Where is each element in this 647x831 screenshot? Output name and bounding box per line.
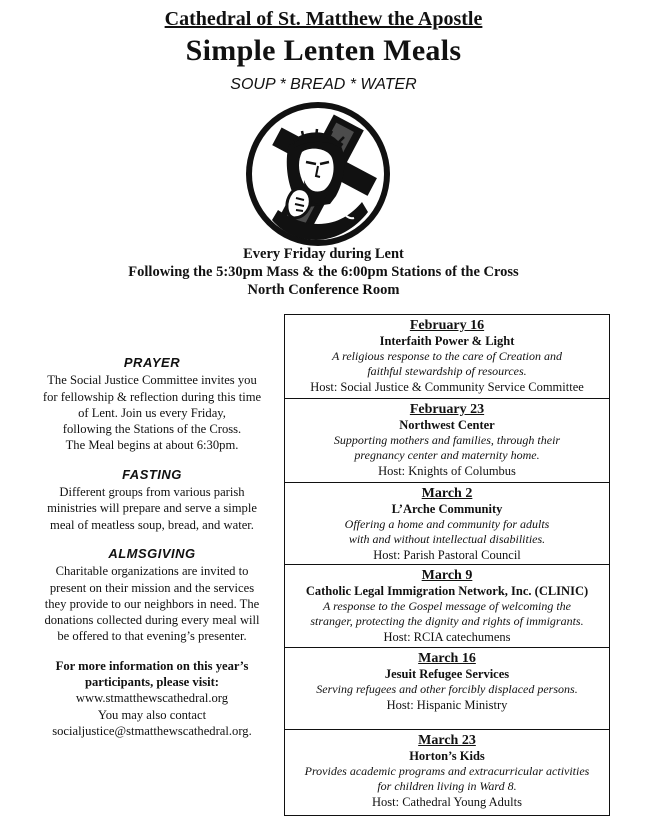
prayer-heading: PRAYER xyxy=(123,355,181,370)
event-card xyxy=(284,648,610,730)
event-card xyxy=(284,730,610,816)
event-card xyxy=(284,565,610,648)
event-description: stranger, protecting the dignity and rights of immigrants. xyxy=(310,614,584,628)
left-column xyxy=(28,355,276,739)
flyer-subtitle: SOUP * BREAD * WATER xyxy=(230,76,417,93)
flyer-title: Simple Lenten Meals xyxy=(185,34,462,67)
info-heading: participants, please visit: xyxy=(85,675,219,690)
organization-title: Cathedral of St. Matthew the Apostle xyxy=(164,8,483,30)
event-description: for children living in Ward 8. xyxy=(377,779,517,793)
schedule-time: Following the 5:30pm Mass & the 6:00pm Stations of the Cross xyxy=(128,264,519,280)
email-link[interactable]: socialjustice@stmatthewscathedral.org. xyxy=(52,723,252,738)
event-date: March 2 xyxy=(421,486,473,501)
fasting-heading: FASTING xyxy=(122,466,182,482)
contact-line: You may also contact xyxy=(97,707,207,722)
event-host: Host: RCIA catechumens xyxy=(383,630,511,644)
schedule-day: Every Friday during Lent xyxy=(243,246,404,262)
event-name: Jesuit Refugee Services xyxy=(384,667,510,681)
text-line: Different groups from various parish xyxy=(59,485,245,500)
event-host: Host: Cathedral Young Adults xyxy=(371,795,522,809)
text-line: meal of meatless soup, bread, and water. xyxy=(50,517,254,532)
event-name: Catholic Legal Immigration Network, Inc. (CLINIC) xyxy=(305,584,589,598)
text-line: The Social Justice Committee invites you xyxy=(47,373,257,388)
fasting-text xyxy=(28,484,276,533)
schedule-location: North Conference Room xyxy=(247,282,400,298)
almsgiving-text xyxy=(28,563,276,644)
event-name: Northwest Center xyxy=(399,418,495,432)
event-description: Offering a home and community for adults xyxy=(344,517,550,531)
almsgiving-heading: ALMSGIVING xyxy=(108,545,196,561)
text-line: The Meal begins at about 6:30pm. xyxy=(65,438,239,453)
text-line: donations collected during every meal will xyxy=(44,613,260,628)
event-date: March 16 xyxy=(418,651,476,666)
event-description: A response to the Gospel message of welcoming the xyxy=(323,599,571,613)
event-host: Host: Parish Pastoral Council xyxy=(373,548,521,562)
text-line: for fellowship & reflection during this time xyxy=(42,389,262,404)
event-date: February 16 xyxy=(409,318,485,333)
event-host: Host: Knights of Columbus xyxy=(378,464,516,478)
event-name: Interfaith Power & Light xyxy=(379,334,515,348)
event-name: L’Arche Community xyxy=(391,502,503,516)
text-line: they provide to our neighbors in need. The xyxy=(44,596,260,611)
event-description: with and without intellectual disabilities. xyxy=(348,532,546,546)
text-line: be offered to that evening’s presenter. xyxy=(57,629,247,644)
text-line: ministries will prepare and serve a simple xyxy=(47,501,257,516)
event-host: Host: Hispanic Ministry xyxy=(386,698,508,712)
event-card xyxy=(284,314,610,399)
event-date: February 23 xyxy=(409,402,485,417)
event-description: pregnancy center and maternity home. xyxy=(354,448,540,462)
event-date: March 23 xyxy=(418,733,476,748)
event-card xyxy=(284,399,610,483)
event-description: faithful stewardship of resources. xyxy=(367,364,527,378)
text-line: following the Stations of the Cross. xyxy=(62,422,242,437)
jesus-crown-of-thorns-icon xyxy=(244,100,392,248)
event-description: A religious response to the care of Creation and xyxy=(332,349,562,363)
event-host: Host: Social Justice & Community Service Committee xyxy=(310,380,584,394)
events-list xyxy=(284,314,610,816)
event-name: Horton’s Kids xyxy=(409,749,485,763)
event-description: Serving refugees and other forcibly displaced persons. xyxy=(316,682,578,696)
text-line: of Lent. Join us every Friday, xyxy=(78,405,226,420)
event-description: Provides academic programs and extracurricular activities xyxy=(304,764,590,778)
text-line: present on their mission and the services xyxy=(49,580,255,595)
info-block xyxy=(28,658,276,739)
prayer-text xyxy=(28,372,276,453)
schedule-block xyxy=(0,245,647,299)
info-heading: For more information on this year’s xyxy=(55,658,249,673)
website-link[interactable]: www.stmatthewscathedral.org xyxy=(75,691,229,706)
event-date: March 9 xyxy=(421,568,473,583)
text-line: Charitable organizations are invited to xyxy=(55,564,249,579)
event-description: Supporting mothers and families, through their xyxy=(333,433,561,447)
event-card xyxy=(284,483,610,565)
